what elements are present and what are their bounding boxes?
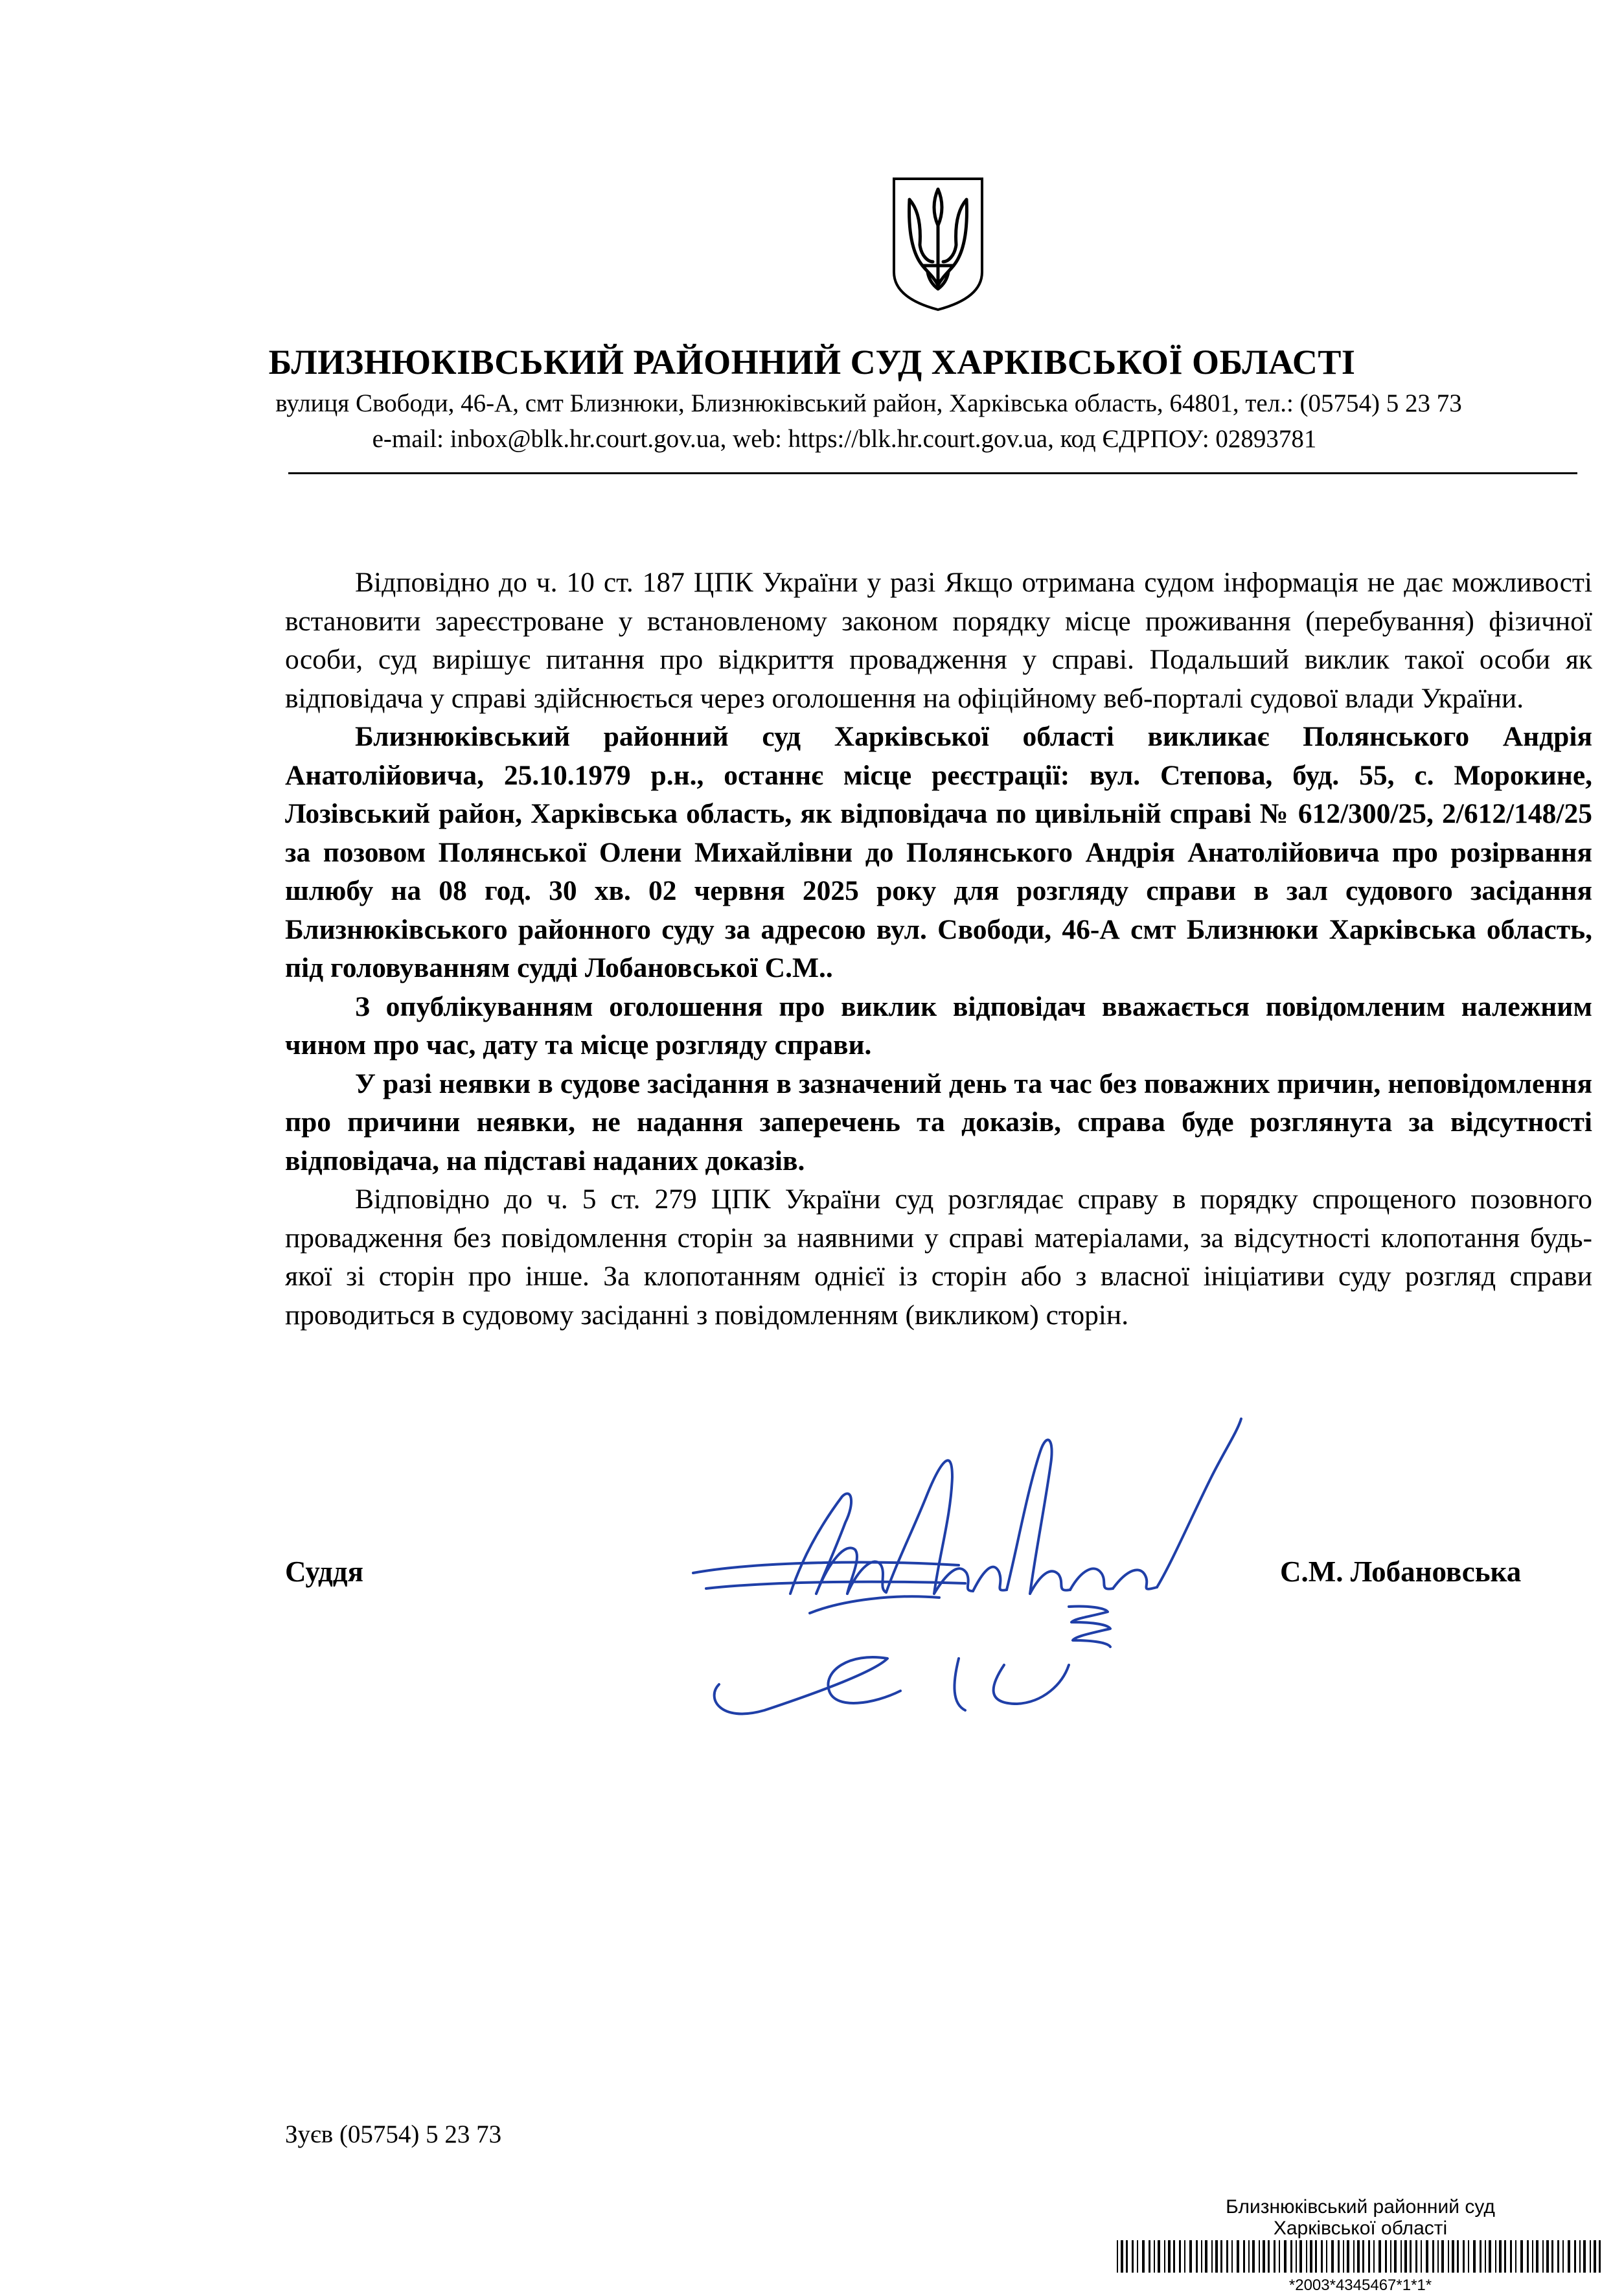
barcode-bar bbox=[1132, 2240, 1134, 2273]
court-address: вулиця Свободи, 46-А, смт Близнюки, Близнюківський район, Харківська область, 64801, тел.: (05754) 5 23 73 bbox=[275, 389, 1462, 417]
barcode-bar bbox=[1510, 2240, 1512, 2273]
barcode-bar bbox=[1279, 2240, 1280, 2273]
barcode-bar bbox=[1468, 2240, 1469, 2273]
barcode-bar bbox=[1338, 2240, 1340, 2273]
barcode-bar bbox=[1426, 2240, 1428, 2273]
barcode-bar bbox=[1117, 2240, 1118, 2273]
executor-contact: Зуєв (05754) 5 23 73 bbox=[285, 2120, 502, 2148]
barcode-bar bbox=[1211, 2240, 1213, 2273]
barcode-bar bbox=[1179, 2240, 1181, 2273]
paragraph-notice-effect: З опублікуванням оголошення про виклик відповідач вважається повідомленим належним чином про час, дату та місце розгляду справи. bbox=[285, 991, 1592, 1061]
tryzub-emblem-icon bbox=[890, 175, 986, 312]
barcode-bar bbox=[1599, 2240, 1601, 2273]
header-divider bbox=[288, 472, 1577, 477]
barcode-bar bbox=[1189, 2240, 1192, 2273]
barcode-bar bbox=[1290, 2240, 1292, 2273]
barcode-number: *2003*4345467*1*1* bbox=[1285, 2278, 1435, 2293]
paragraph-simplified-procedure: Відповідно до ч. 5 ст. 279 ЦПК України суд розглядає справу в порядку спрощеного позовного провадження без повідомлення сторін за наявними у справі матеріалами, за відсутності клопотання будь-якої зі сторін про інше. За клопотанням однієї із сторін або з власної ініціативи суду розгляд справи проводиться в судовому засіданні з повідомленням (викликом) сторін. bbox=[285, 1184, 1592, 1331]
barcode-bar bbox=[1196, 2240, 1198, 2273]
barcode-bar bbox=[1158, 2240, 1160, 2273]
barcode-bar bbox=[1432, 2240, 1434, 2273]
barcode-bar bbox=[1326, 2240, 1327, 2273]
barcode-bar bbox=[1457, 2240, 1459, 2273]
registration-stamp bbox=[1114, 2196, 1607, 2293]
barcode-bar bbox=[1404, 2240, 1407, 2273]
barcode-bar bbox=[1532, 2240, 1533, 2273]
barcode-bar bbox=[1137, 2240, 1138, 2273]
barcode-bar bbox=[1126, 2240, 1128, 2273]
barcode-bar bbox=[1231, 2240, 1233, 2273]
barcode-bar bbox=[1226, 2240, 1228, 2273]
barcode-bar bbox=[1347, 2240, 1349, 2273]
barcode-bar bbox=[1154, 2240, 1155, 2273]
barcode-bar bbox=[1248, 2240, 1250, 2273]
barcode-bar bbox=[1448, 2240, 1449, 2273]
court-contacts: e-mail: inbox@blk.hr.court.gov.ua, web: https://blk.hr.court.gov.ua, код ЄДРПОУ: 02893781 bbox=[372, 425, 1317, 453]
barcode-bar bbox=[1527, 2240, 1529, 2273]
paragraph-summons: Близнюківський районний суд Харківської області викликає Полянського Андрія Анатолійовича, 25.10.1979 р.н., останнє місце реєстрації: вул. Степова, буд. 55, с. Морокине, Лозівський район, Харківська область, як відповідача по цивільній справі № 612/300/25, 2/612/148/25 за позовом Полянської Олени Михайлівни до Полянського Андрія Анатолійовича про розірвання шлюбу на 08 год. 30 хв. 02 червня 2025 року для розгляду справи в зал судового засідання Близнюківського районного суду за адресою вул. Свободи, 46-А смт Близнюки Харківська область, під головуванням судді Лобановської С.М.. bbox=[285, 721, 1592, 983]
barcode-bar bbox=[1394, 2240, 1397, 2273]
barcode-bar bbox=[1485, 2240, 1486, 2273]
barcode-bar bbox=[1590, 2240, 1591, 2273]
barcode-bar bbox=[1357, 2240, 1360, 2273]
barcode-bar bbox=[1546, 2240, 1549, 2273]
barcode-bar bbox=[1121, 2240, 1123, 2273]
barcode-bar bbox=[1583, 2240, 1586, 2273]
barcode-bar bbox=[1274, 2240, 1275, 2273]
barcode-bar bbox=[1568, 2240, 1570, 2273]
barcode-bar bbox=[1201, 2240, 1202, 2273]
barcode-bar bbox=[1562, 2240, 1564, 2273]
barcode bbox=[1114, 2240, 1607, 2282]
barcode-bar bbox=[1499, 2240, 1502, 2273]
barcode-bar bbox=[1149, 2240, 1150, 2273]
stamp-region: Харківської області bbox=[1273, 2218, 1448, 2239]
barcode-bar bbox=[1515, 2240, 1516, 2273]
barcode-bar bbox=[1441, 2240, 1444, 2273]
barcode-bar bbox=[1368, 2240, 1370, 2273]
barcode-bar bbox=[1296, 2240, 1297, 2273]
paragraph-absence-warning: У разі неявки в судове засідання в зазначений день та час без поважних причин, неповідомлення про причини неявки, не надання заперечень та доказів, справа буде розглянута за відсутності відповідача, на підставі наданих доказів. bbox=[285, 1068, 1592, 1176]
stamp-court-name: Близнюківський районний суд bbox=[1226, 2196, 1495, 2218]
barcode-bar bbox=[1495, 2240, 1496, 2273]
signature-role: Суддя bbox=[285, 1555, 363, 1588]
barcode-bar bbox=[1205, 2240, 1207, 2273]
barcode-bar bbox=[1173, 2240, 1175, 2273]
barcode-bar bbox=[1401, 2240, 1402, 2273]
handwritten-signature bbox=[680, 1399, 1244, 1762]
barcode-bar bbox=[1243, 2240, 1245, 2273]
letter-body bbox=[285, 564, 1592, 1335]
barcode-bar bbox=[1594, 2240, 1596, 2273]
barcode-bar bbox=[1489, 2240, 1491, 2273]
barcode-bar bbox=[1415, 2240, 1417, 2273]
barcode-bar bbox=[1504, 2240, 1506, 2273]
judge-name: С.М. Лобановська bbox=[1280, 1555, 1522, 1588]
barcode-bar bbox=[1259, 2240, 1260, 2273]
barcode-bar bbox=[1306, 2240, 1307, 2273]
barcode-bar bbox=[1557, 2240, 1559, 2273]
barcode-bar bbox=[1463, 2240, 1465, 2273]
barcode-bar bbox=[1410, 2240, 1412, 2273]
barcode-bar bbox=[1310, 2240, 1312, 2273]
barcode-bar bbox=[1542, 2240, 1544, 2273]
barcode-bar bbox=[1536, 2240, 1538, 2273]
paragraph-legal-basis: Відповідно до ч. 10 ст. 187 ЦПК України у разі Якщо отримана судом інформація не дає можливості встановити зареєстроване у встановленому законом порядку місце проживання (перебування) фізичної особи, суд вирішує питання про відкриття провадження у справі. Подальший виклик такої особи як відповідача у справі здійснюється через оголошення на офіційному веб-порталі судової влади України. bbox=[285, 567, 1592, 714]
barcode-bar bbox=[1184, 2240, 1185, 2273]
barcode-bar bbox=[1421, 2240, 1422, 2273]
barcode-bar bbox=[1299, 2240, 1302, 2273]
barcode-bar bbox=[1284, 2240, 1287, 2273]
barcode-bar bbox=[1215, 2240, 1218, 2273]
barcode-bar bbox=[1237, 2240, 1239, 2273]
barcode-bar bbox=[1252, 2240, 1255, 2273]
barcode-bar bbox=[1480, 2240, 1481, 2273]
barcode-bar bbox=[1378, 2240, 1381, 2273]
barcode-bar bbox=[1263, 2240, 1265, 2273]
barcode-bar bbox=[1164, 2240, 1165, 2273]
barcode-bar bbox=[1473, 2240, 1476, 2273]
barcode-bar bbox=[1353, 2240, 1355, 2273]
barcode-bar bbox=[1168, 2240, 1171, 2273]
barcode-bar bbox=[1574, 2240, 1576, 2273]
barcode-bar bbox=[1321, 2240, 1323, 2273]
barcode-bar bbox=[1142, 2240, 1145, 2273]
barcode-bar bbox=[1520, 2240, 1523, 2273]
barcode-bar bbox=[1437, 2240, 1439, 2273]
barcode-bar bbox=[1373, 2240, 1375, 2273]
barcode-bar bbox=[1220, 2240, 1222, 2273]
court-title: БЛИЗНЮКІВСЬКИЙ РАЙОННИЙ СУД ХАРКІВСЬКОЇ ОБЛАСТІ bbox=[268, 343, 1356, 382]
barcode-bar bbox=[1315, 2240, 1317, 2273]
barcode-bar bbox=[1268, 2240, 1270, 2273]
barcode-bar bbox=[1390, 2240, 1391, 2273]
barcode-bar bbox=[1362, 2240, 1364, 2273]
barcode-bar bbox=[1343, 2240, 1344, 2273]
barcode-bar bbox=[1385, 2240, 1387, 2273]
barcode-bar bbox=[1579, 2240, 1581, 2273]
barcode-bar bbox=[1452, 2240, 1454, 2273]
barcode-bar bbox=[1331, 2240, 1334, 2273]
barcode-bar bbox=[1551, 2240, 1553, 2273]
